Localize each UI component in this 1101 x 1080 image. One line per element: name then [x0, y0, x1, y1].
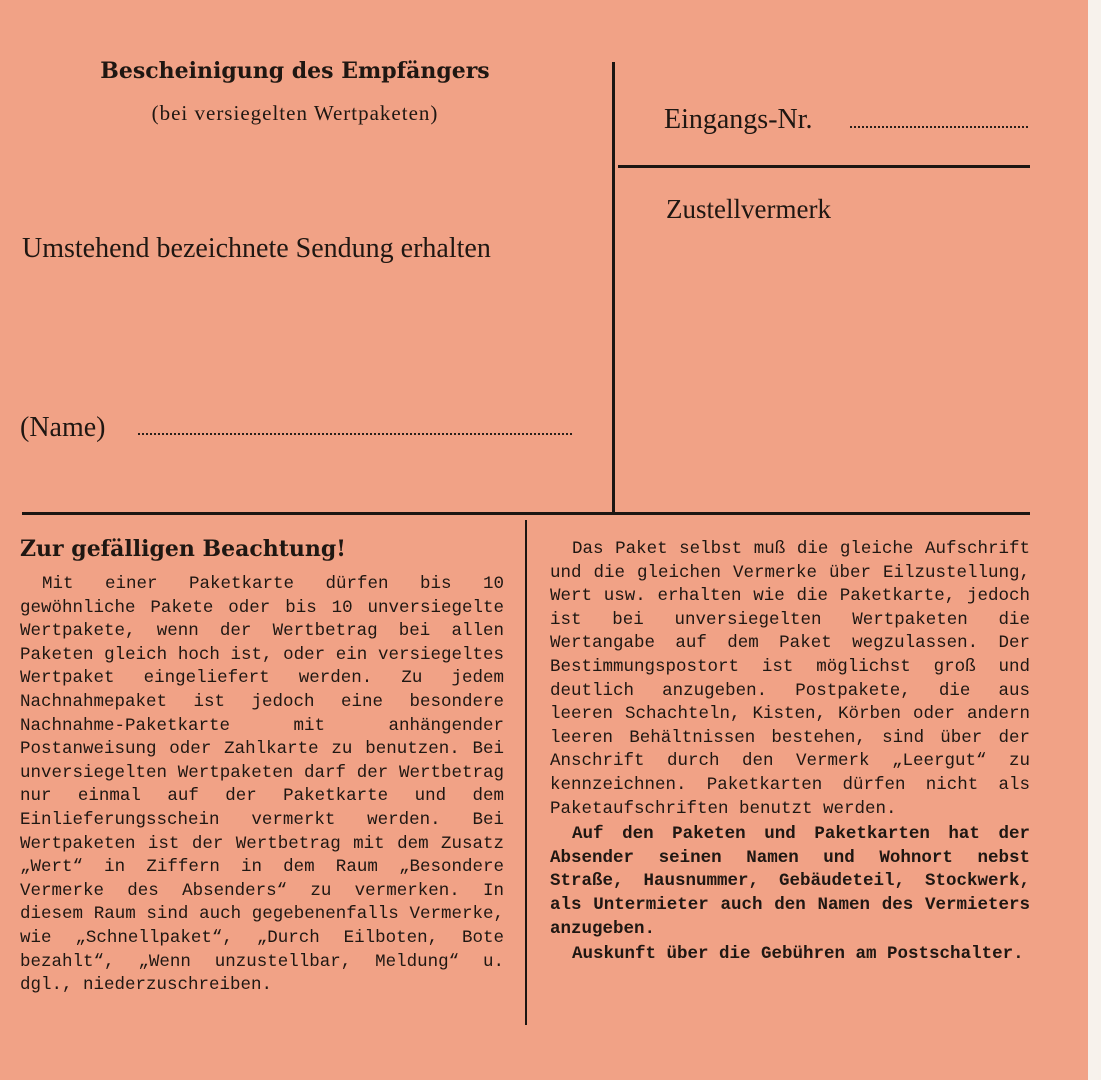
name-field-line [138, 433, 572, 435]
entry-number-label: Eingangs-Nr. [664, 104, 813, 135]
notice-right-paragraph-1: Das Paket selbst muß die gleiche Aufschrift und die gleichen Vermerke über Eilzustellung, Wert usw. erhalten wie die Paketkarte, jedoch ist bei unversiegelten Wertpaketen die Wertangabe auf dem Paket wegzulassen. Der Bestimmungspostort ist möglichst groß und deutlich anzugeben. Postpakete, die aus leeren Schachteln, Kisten, Körben oder andern leeren Behältnissen bestehen, sind über der Anschrift durch den Vermerk „Leergut“ zu kennzeichnen. Paketkarten dürfen nicht als Paketaufschriften benutzt werden. [550, 539, 1030, 819]
notice-left-paragraph: Mit einer Paketkarte dürfen bis 10 gewöhnliche Pakete oder bis 10 unversiegelte Wertpakete, wenn der Wertbetrag bei allen Paketen gleich hoch ist, oder ein versiegeltes Wertpaket eingeliefert werden. Zu jedem Nachnahmepaket ist jedoch eine besondere Nachnahme-Paketkarte mit anhängender Postanweisung oder Zahlkarte zu benutzen. Bei unversiegelten Wertpaketen darf der Wertbetrag nur einmal auf der Paketkarte und dem Einlieferungsschein vermerkt werden. Bei Wertpaketen ist der Wertbetrag mit dem Zusatz „Wert“ in Ziffern in dem Raum „Besondere Vermerke des Absenders“ zu vermerken. In diesem Raum sind auch gegebenenfalls Vermerke, wie „Schnellpaket“, „Durch Eilboten, Bote bezahlt“, „Wenn unzustellbar, Meldung“ u. dgl., niederzuschreiben. [20, 574, 504, 996]
card-edge [1088, 0, 1101, 1080]
notice-right-column [550, 538, 1030, 967]
notice-right-paragraph-3: Auskunft über die Gebühren am Postschalter. [572, 944, 1024, 965]
certificate-subtitle: (bei versiegelten Wertpaketen) [151, 101, 439, 125]
top-vertical-divider [612, 62, 615, 512]
delivery-note-label: Zustellvermerk [666, 194, 831, 224]
notice-heading: Zur gefälligen Beachtung! [20, 536, 346, 562]
certificate-title: Bescheinigung des Empfängers [100, 58, 490, 84]
section-divider [22, 512, 1030, 515]
entry-divider [618, 165, 1030, 168]
notice-vertical-divider [525, 520, 527, 1025]
notice-left-column [20, 573, 504, 998]
notice-right-paragraph-2: Auf den Paketen und Paketkarten hat der Absender seinen Namen und Wohnort nebst Straße, Hausnummer, Gebäudeteil, Stockwerk, als Untermieter auch den Namen des Vermieters anzugeben. [550, 824, 1030, 939]
received-statement: Umstehend bezeichnete Sendung erhalten [22, 233, 491, 264]
name-label: (Name) [20, 412, 106, 443]
entry-number-field-line [850, 126, 1028, 128]
